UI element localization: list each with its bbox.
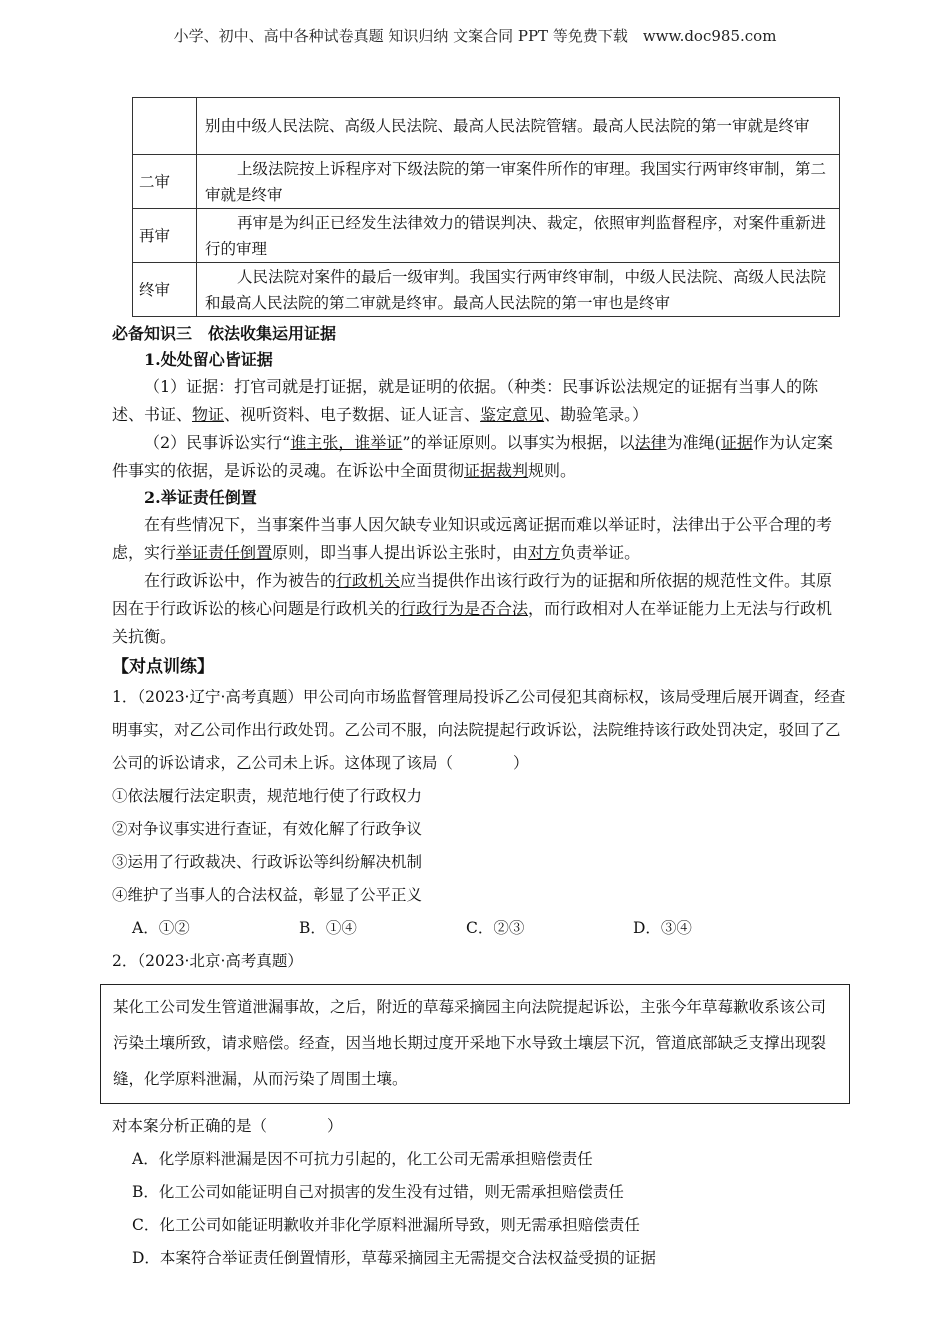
question-1-stem: 1．（2023·辽宁·高考真题）甲公司向市场监督管理局投诉乙公司侵犯其商标权，该局受理后展开调查，经查明事实，对乙公司作出行政处罚。乙公司不服，向法院提起行政诉讼，法院维持该行政处罚决定，驳回了乙公司的诉讼请求，乙公司未上诉。这体现了该局（ ）	[112, 688, 846, 772]
option-a[interactable]: A．化学原料泄漏是因不可抗力引起的，化工公司无需承担赔偿责任	[132, 1150, 593, 1168]
question-2-ask: 对本案分析正确的是（ ）	[112, 1117, 343, 1135]
subsection-title: 2.举证责任倒置	[144, 488, 257, 507]
desc-cell: 别由中级人民法院、高级人民法院、最高人民法院管辖。最高人民法院的第一审就是终审	[197, 98, 840, 155]
option-a[interactable]: A．①②	[132, 919, 190, 937]
section-title: 必备知识三 依法收集运用证据	[112, 324, 337, 343]
option-d[interactable]: D．③④	[633, 919, 692, 937]
term-cell	[133, 98, 197, 155]
question-1-options	[112, 912, 848, 945]
paragraph-evidence: （1）证据：打官司就是打证据，就是证明的依据。（种类：民事诉讼法规定的证据有当事人的陈述、书证、物证、视听资料、电子数据、证人证言、鉴定意见、勘验笔录。）	[112, 377, 819, 424]
question-1-item: ③运用了行政裁决、行政诉讼等纠纷解决机制	[112, 853, 423, 871]
training-title: 【对点训练】	[112, 657, 214, 677]
question-1-item: ④维护了当事人的合法权益，彰显了公平正义	[112, 886, 423, 904]
term-cell: 再审	[133, 209, 197, 263]
table-row	[133, 263, 840, 317]
subsection-title: 1.处处留心皆证据	[144, 350, 273, 369]
option-c[interactable]: C．②③	[466, 919, 525, 937]
paragraph-reversal: 在有些情况下，当事案件当事人因欠缺专业知识或远离证据而难以举证时，法律出于公平合理的考虑，实行举证责任倒置原则，即当事人提出诉讼主张时，由对方负责举证。	[112, 515, 833, 562]
question-1-item: ②对争议事实进行查证，有效化解了行政争议	[112, 820, 423, 838]
option-b[interactable]: B．①④	[299, 919, 357, 937]
desc-cell: 上级法院按上诉程序对下级法院的第一审案件所作的审理。我国实行两审终审制，第二审就是终审	[197, 155, 840, 209]
trial-terms-table	[132, 97, 840, 317]
desc-cell: 人民法院对案件的最后一级审判。我国实行两审终审制，中级人民法院、高级人民法院和最高人民法院的第二审就是终审。最高人民法院的第一审也是终审	[197, 263, 840, 317]
desc-cell: 再审是为纠正已经发生法律效力的错误判决、裁定，依照审判监督程序，对案件重新进行的审理	[197, 209, 840, 263]
question-1-item: ①依法履行法定职责，规范地行使了行政权力	[112, 787, 423, 805]
table-row	[133, 209, 840, 263]
page-header: 小学、初中、高中各种试卷真题 知识归纳 文案合同 PPT 等免费下载 www.doc985.com	[173, 27, 777, 45]
option-d[interactable]: D．本案符合举证责任倒置情形，草莓采摘园主无需提交合法权益受损的证据	[132, 1249, 656, 1267]
table-row	[133, 98, 840, 155]
term-cell: 二审	[133, 155, 197, 209]
paragraph-burden: （2）民事诉讼实行“谁主张，谁举证”的举证原则。以事实为根据，以法律为准绳(证据作为认定案件事实的依据，是诉讼的灵魂。在诉讼中全面贯彻证据裁判规则。	[112, 433, 833, 480]
document-body	[112, 97, 848, 1275]
option-c[interactable]: C．化工公司如能证明歉收并非化学原料泄漏所导致，则无需承担赔偿责任	[132, 1216, 640, 1234]
term-cell: 终审	[133, 263, 197, 317]
question-2-material-box: 某化工公司发生管道泄漏事故，之后，附近的草莓采摘园主向法院提起诉讼，主张今年草莓歉收系该公司污染土壤所致，请求赔偿。经查，因当地长期过度开采地下水导致土壤层下沉，管道底部缺乏支撑出现裂缝，化学原料泄漏，从而污染了周围土壤。	[100, 984, 850, 1104]
question-2-stem: 2．（2023·北京·高考真题）	[112, 952, 303, 970]
paragraph-administrative: 在行政诉讼中，作为被告的行政机关应当提供作出该行政行为的证据和所依据的规范性文件。其原因在于行政诉讼的核心问题是行政机关的行政行为是否合法，而行政相对人在举证能力上无法与行政机关抗衡。	[112, 571, 833, 646]
table-row	[133, 155, 840, 209]
option-b[interactable]: B．化工公司如能证明自己对损害的发生没有过错，则无需承担赔偿责任	[132, 1183, 624, 1201]
